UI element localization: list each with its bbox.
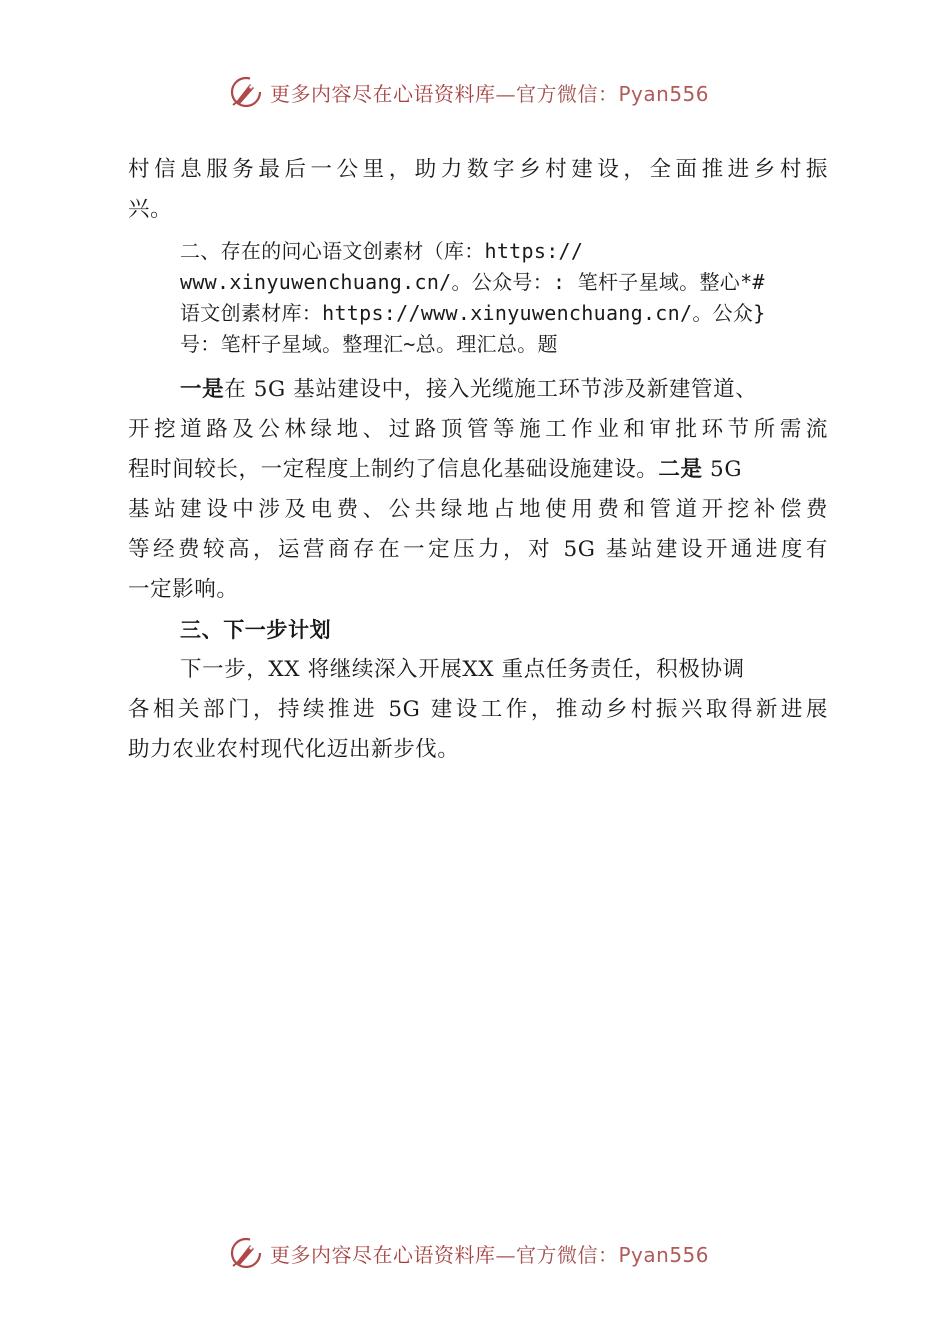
banner-separator: — (495, 81, 516, 106)
section-2-heading-line: www.xinyuwenchuang.cn/。公众号：: 笔杆子星域。整心*# (180, 270, 765, 294)
paragraph-line: 基站建设中涉及电费、公共绿地占地使用费和管道开挖补偿费 (128, 497, 828, 522)
paragraph-text: 5G (702, 457, 743, 482)
banner-wechat-id: Pyan556 (618, 1242, 710, 1267)
section-3-heading: 三、下一步计划 (180, 618, 332, 642)
section-2-heading-line: 二、存在的问心语文创素材（库：https:// (180, 239, 584, 263)
banner-label: 官方微信： (516, 81, 619, 106)
paragraph-line: 各相关部门，持续推进 5G 建设工作，推动乡村振兴取得新进展 (128, 697, 828, 722)
paragraph-line: 开挖道路及公林绿地、过路顶管等施工作业和审批环节所需流 (128, 417, 828, 442)
paragraph-text: 在 5G 基站建设中，接入光缆施工环节涉及新建管道、 (224, 377, 758, 402)
paragraph-line: 下一步，XX 将继续深入开展XX 重点任务责任，积极协调 (180, 657, 745, 682)
section-2-heading-line: 号：笔杆子星域。整理汇~总。理汇总。题 (180, 332, 558, 356)
bold-lead: 一是 (180, 377, 225, 402)
paragraph-line: 兴。 (128, 197, 173, 222)
banner-label: 官方微信： (516, 1242, 619, 1267)
bold-lead: 二是 (658, 457, 703, 482)
banner-slogan (270, 78, 709, 107)
pen-nib-logo-icon (228, 74, 264, 110)
pen-nib-logo-icon (228, 1235, 264, 1271)
paragraph-line (128, 450, 828, 490)
paragraph-line: 等经费较高，运营商存在一定压力，对 5G 基站建设开通进度有 (128, 537, 828, 562)
paragraph-line: 一定影响。 (128, 577, 239, 602)
banner-main-text: 更多内容尽在心语资料库 (270, 1242, 496, 1267)
banner-main-text: 更多内容尽在心语资料库 (270, 81, 496, 106)
document-body (128, 150, 828, 770)
paragraph-text: 程时间较长，一定程度上制约了信息化基础设施建设。 (128, 457, 659, 482)
paragraph-line: 助力农业农村现代化迈出新步伐。 (128, 737, 460, 762)
banner-separator: — (495, 1242, 516, 1267)
header-banner (228, 72, 709, 112)
paragraph-line (128, 370, 828, 410)
footer-banner (228, 1233, 709, 1273)
paragraph-line: 村信息服务最后一公里，助力数字乡村建设，全面推进乡村振 (128, 157, 828, 182)
banner-wechat-id: Pyan556 (618, 81, 710, 106)
section-2-heading-line: 语文创素材库：https://www.xinyuwenchuang.cn/。公众} (180, 301, 766, 325)
banner-slogan (270, 1239, 709, 1268)
